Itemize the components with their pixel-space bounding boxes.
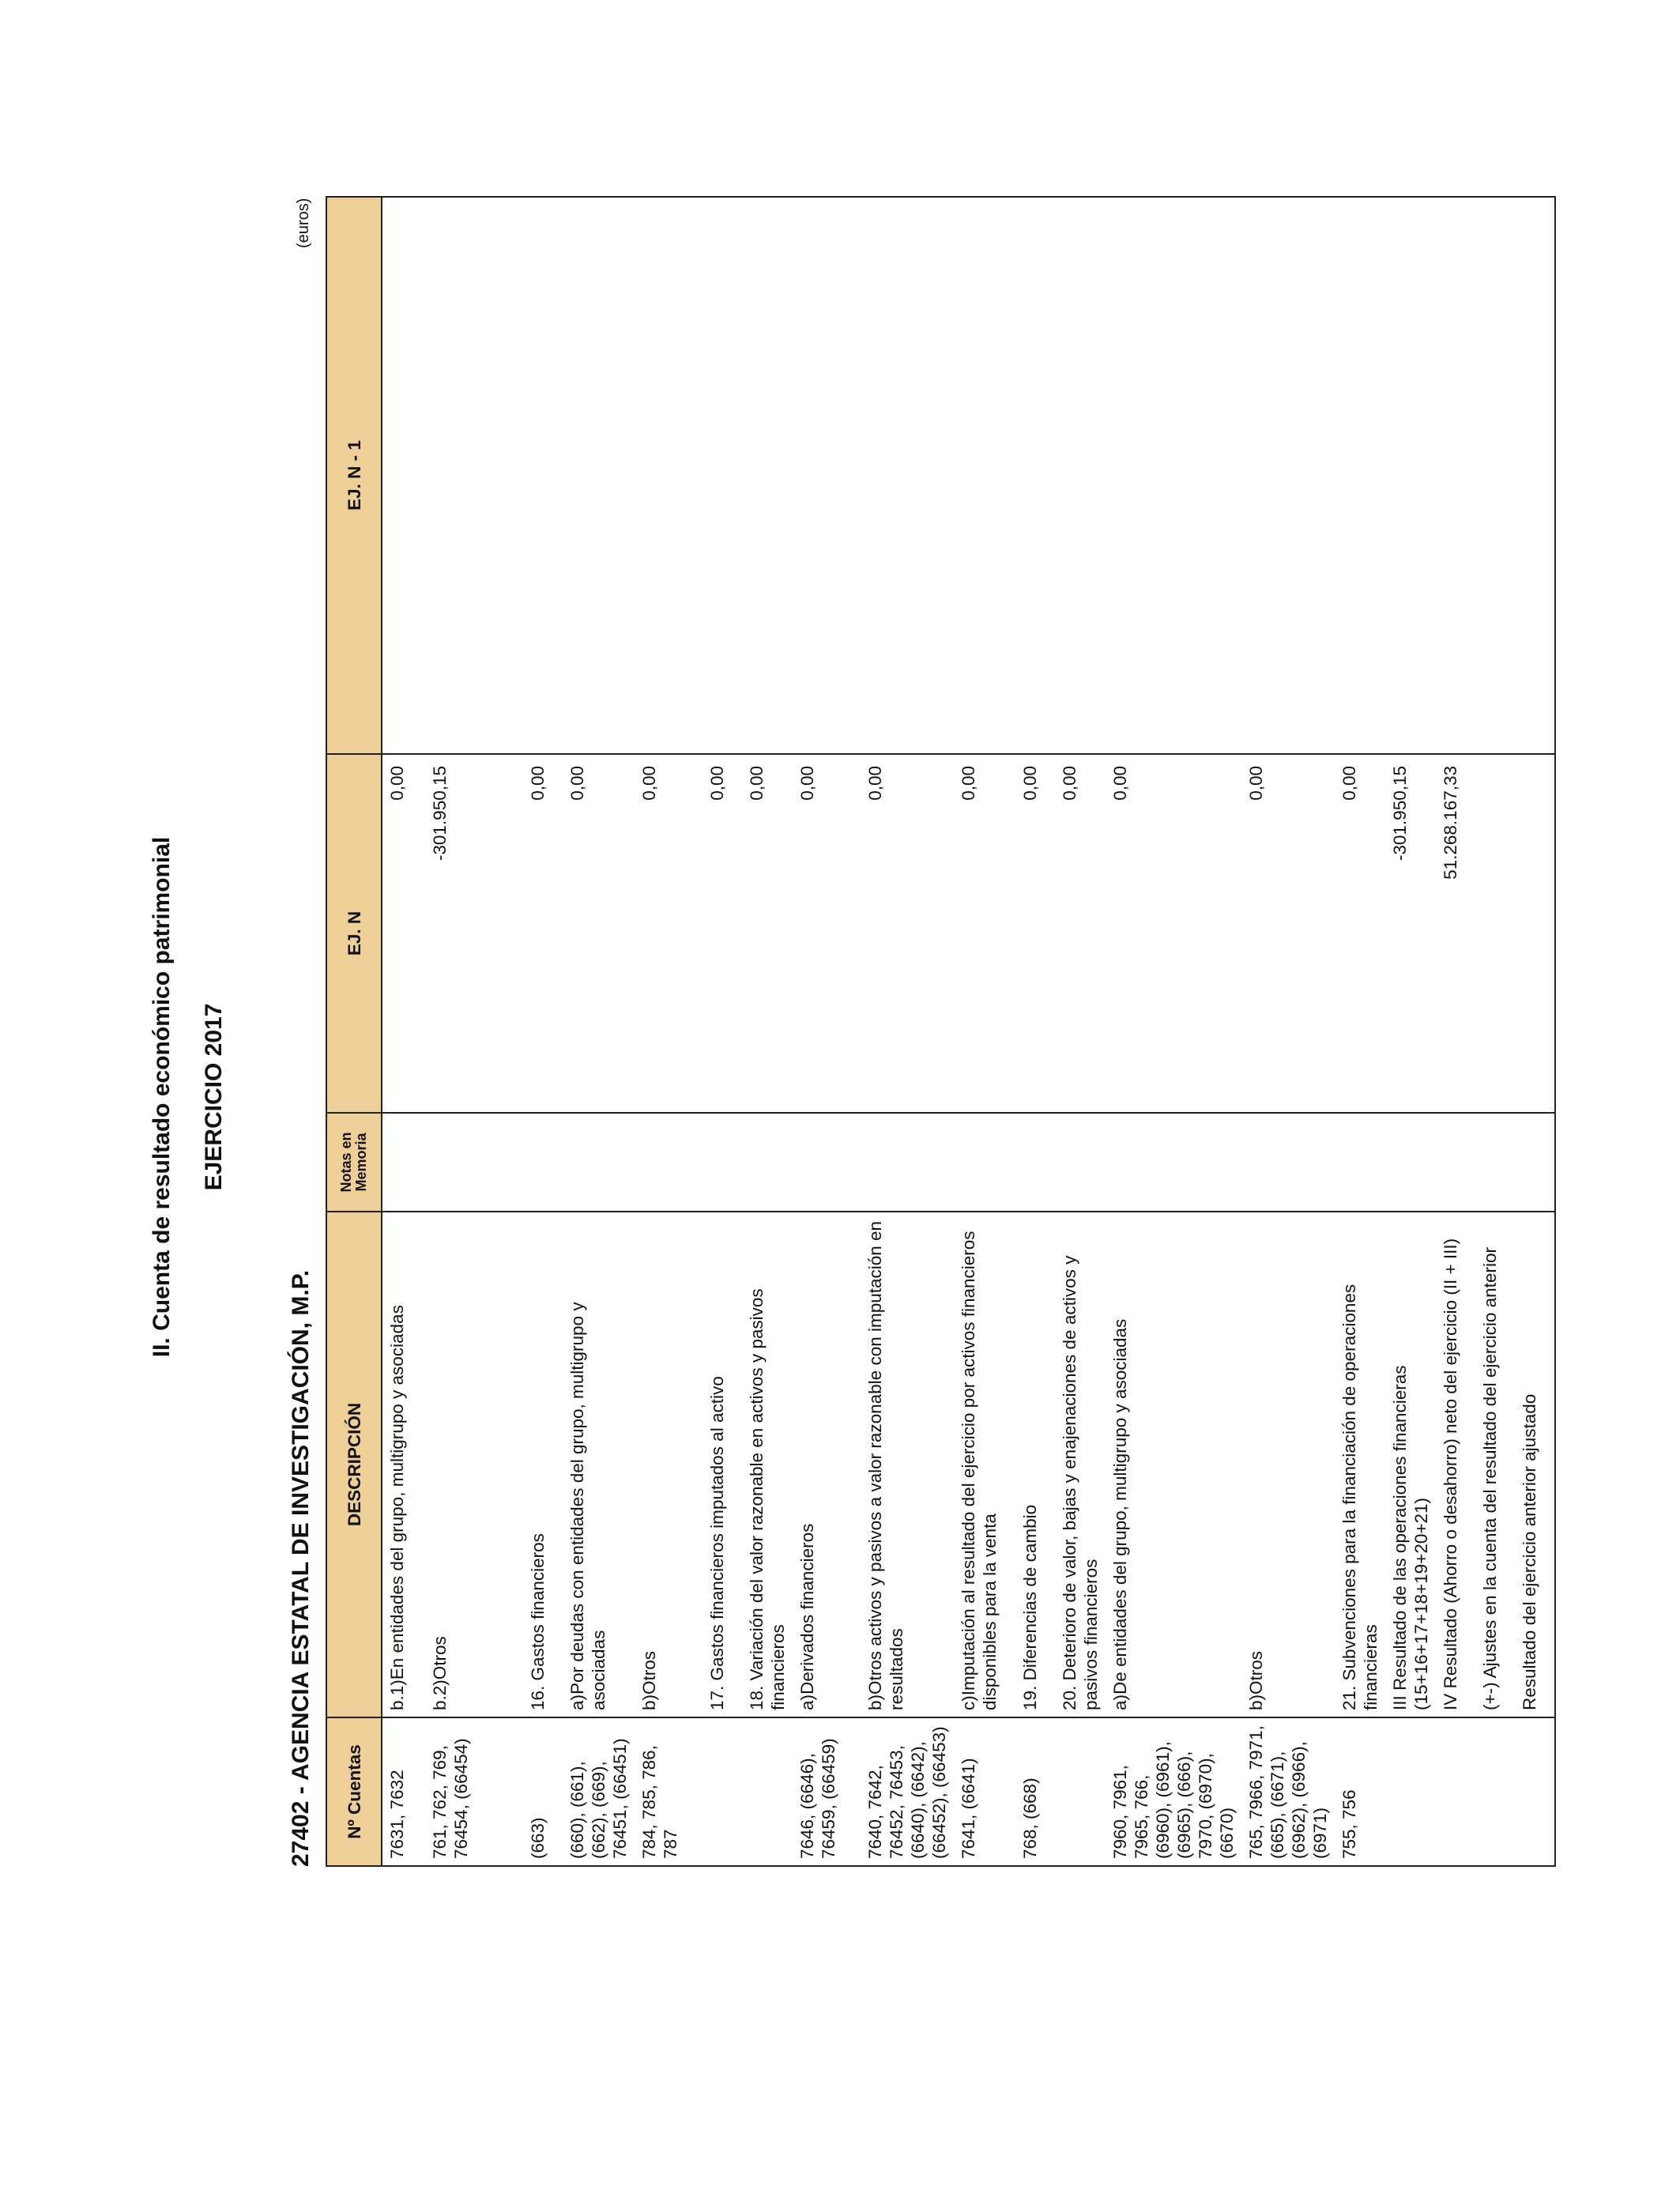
cell-descripcion: 18. Variación del valor razonable en activos y pasivos financieros <box>742 1212 793 1717</box>
cell-notas <box>954 1113 1015 1212</box>
cell-ej-n: 0,00 <box>563 754 635 1113</box>
cell-cuentas <box>1436 1717 1475 1866</box>
table-row <box>523 197 563 1866</box>
table-row <box>1475 197 1515 1866</box>
cell-cuentas: (660), (661), (662), (669), 76451, (66451) <box>563 1717 635 1866</box>
cell-notas <box>861 1113 954 1212</box>
cell-descripcion: 16. Gastos financieros <box>523 1212 563 1717</box>
table-row <box>1055 197 1106 1866</box>
cell-notas <box>1385 1113 1436 1212</box>
cell-ej-n: -301.950,15 <box>1385 754 1436 1113</box>
cell-ej-n: 0,00 <box>1015 754 1055 1113</box>
cell-ej-n: 0,00 <box>1106 754 1241 1113</box>
table-row <box>382 197 425 1866</box>
cell-ej-n1 <box>1436 197 1475 754</box>
header-ej-n1: EJ. N - 1 <box>326 197 382 754</box>
cell-notas <box>493 1113 523 1212</box>
cell-ej-n1 <box>1385 197 1436 754</box>
cell-notas <box>563 1113 635 1212</box>
cell-descripcion: a)De entidades del grupo, multigrupo y asociadas <box>1106 1212 1241 1717</box>
cell-cuentas <box>1385 1717 1436 1866</box>
cell-ej-n1 <box>742 197 793 754</box>
cell-cuentas: 768, (668) <box>1015 1717 1055 1866</box>
document-title: II. Cuenta de resultado económico patrimonial <box>149 836 175 1358</box>
cell-descripcion: a)Por deudas con entidades del grupo, multigrupo y asociadas <box>563 1212 635 1717</box>
cell-notas <box>1106 1113 1241 1212</box>
cell-descripcion: a)Derivados financieros <box>793 1212 861 1717</box>
cell-notas <box>1241 1113 1335 1212</box>
cell-cuentas: 784, 785, 786, 787 <box>635 1717 703 1866</box>
cell-ej-n1 <box>861 197 954 754</box>
table-header-row <box>326 197 382 1866</box>
cell-ej-n1 <box>425 197 493 754</box>
cell-ej-n <box>493 754 523 1113</box>
table-row <box>861 197 954 1866</box>
table-row <box>1106 197 1241 1866</box>
cell-cuentas: 7641, (6641) <box>954 1717 1015 1866</box>
cell-descripcion: IV Resultado (Ahorro o desahorro) neto del ejercicio (II + III) <box>1436 1212 1475 1717</box>
cell-ej-n1 <box>563 197 635 754</box>
cell-ej-n1 <box>1515 197 1555 754</box>
table-row <box>1385 197 1436 1866</box>
cell-ej-n1 <box>523 197 563 754</box>
cell-ej-n: 0,00 <box>523 754 563 1113</box>
cell-descripcion: b)Otros <box>635 1212 703 1717</box>
cell-ej-n1 <box>1335 197 1385 754</box>
cell-notas <box>523 1113 563 1212</box>
cell-notas <box>703 1113 742 1212</box>
cell-notas <box>1515 1113 1555 1212</box>
cell-ej-n: 0,00 <box>1055 754 1106 1113</box>
cell-ej-n: 0,00 <box>703 754 742 1113</box>
cell-ej-n1 <box>1241 197 1335 754</box>
cell-descripcion: 20. Deterioro de valor, bajas y enajenaciones de activos y pasivos financieros <box>1055 1212 1106 1717</box>
cell-notas <box>1335 1113 1385 1212</box>
cell-cuentas: 765, 7966, 7971, (665), (6671), (6962), (6966), (6971) <box>1241 1717 1335 1866</box>
header-ej-n: EJ. N <box>326 754 382 1113</box>
cell-ej-n <box>1515 754 1555 1113</box>
cell-ej-n1 <box>793 197 861 754</box>
header-cuentas: Nº Cuentas <box>326 1717 382 1866</box>
cell-cuentas <box>703 1717 742 1866</box>
table-row <box>1015 197 1055 1866</box>
cell-ej-n1 <box>1106 197 1241 754</box>
cell-cuentas <box>1055 1717 1106 1866</box>
cell-ej-n: 0,00 <box>861 754 954 1113</box>
cell-ej-n: 0,00 <box>742 754 793 1113</box>
cell-ej-n1 <box>382 197 425 754</box>
table-row <box>493 197 523 1866</box>
cell-ej-n1 <box>954 197 1015 754</box>
cell-cuentas: 755, 756 <box>1335 1717 1385 1866</box>
cell-descripcion: b)Otros activos y pasivos a valor razonable con imputación en resultados <box>861 1212 954 1717</box>
cell-notas <box>742 1113 793 1212</box>
cell-ej-n: 0,00 <box>1241 754 1335 1113</box>
cell-notas <box>1475 1113 1515 1212</box>
cell-ej-n1 <box>703 197 742 754</box>
cell-ej-n: 0,00 <box>793 754 861 1113</box>
cell-notas <box>1015 1113 1055 1212</box>
cell-notas <box>635 1113 703 1212</box>
cell-cuentas: 7640, 7642, 76452, 76453, (6640), (6642), (66452), (66453) <box>861 1717 954 1866</box>
cell-ej-n1 <box>1055 197 1106 754</box>
table-row <box>1436 197 1475 1866</box>
cell-notas <box>1055 1113 1106 1212</box>
cell-cuentas: 761, 762, 769, 76454, (66454) <box>425 1717 493 1866</box>
cell-descripcion: c)Imputación al resultado del ejercicio por activos financieros disponibles para la venta <box>954 1212 1015 1717</box>
cell-ej-n <box>1475 754 1515 1113</box>
cell-ej-n: 51.268.167,33 <box>1436 754 1475 1113</box>
cell-cuentas <box>1515 1717 1555 1866</box>
cell-cuentas: 7631, 7632 <box>382 1717 425 1866</box>
table-row <box>1241 197 1335 1866</box>
cell-ej-n1 <box>1475 197 1515 754</box>
cell-ej-n: 0,00 <box>1335 754 1385 1113</box>
cell-notas <box>425 1113 493 1212</box>
cell-ej-n: 0,00 <box>635 754 703 1113</box>
cell-ej-n1 <box>493 197 523 754</box>
cell-descripcion: III Resultado de las operaciones financieras (15+16+17+18+19+20+21) <box>1385 1212 1436 1717</box>
header-descripcion: DESCRIPCIÓN <box>326 1212 382 1717</box>
cell-descripcion: (+-) Ajustes en la cuenta del resultado del ejercicio anterior <box>1475 1212 1515 1717</box>
cell-cuentas <box>742 1717 793 1866</box>
table-row <box>703 197 742 1866</box>
results-table <box>326 196 1556 1867</box>
table-row <box>425 197 493 1866</box>
entity-name: 27402 - AGENCIA ESTATAL DE INVESTIGACIÓN, M.P. <box>288 1269 314 1867</box>
cell-cuentas <box>1475 1717 1515 1866</box>
table-row <box>1515 197 1555 1866</box>
cell-descripcion <box>493 1212 523 1717</box>
cell-cuentas: 7646, (6646), 76459, (66459) <box>793 1717 861 1866</box>
table-row <box>742 197 793 1866</box>
table-row <box>1335 197 1385 1866</box>
units-label: (euros) <box>295 198 312 248</box>
cell-cuentas: 7960, 7961, 7965, 766, (6960), (6961), (6965), (666), 7970, (6970), (6670) <box>1106 1717 1241 1866</box>
cell-descripcion: 21. Subvenciones para la financiación de operaciones financieras <box>1335 1212 1385 1717</box>
header-notas: Notas en Memoria <box>326 1113 382 1212</box>
cell-ej-n1 <box>635 197 703 754</box>
cell-notas <box>793 1113 861 1212</box>
cell-ej-n1 <box>1015 197 1055 754</box>
table-row <box>793 197 861 1866</box>
table-row <box>635 197 703 1866</box>
cell-notas <box>382 1113 425 1212</box>
cell-ej-n: 0,00 <box>382 754 425 1113</box>
cell-notas <box>1436 1113 1475 1212</box>
cell-cuentas <box>493 1717 523 1866</box>
cell-descripcion: b.1)En entidades del grupo, multigrupo y asociadas <box>382 1212 425 1717</box>
cell-cuentas: (663) <box>523 1717 563 1866</box>
document-subtitle: EJERCICIO 2017 <box>201 1003 227 1191</box>
table-row <box>954 197 1015 1866</box>
table-row <box>563 197 635 1866</box>
cell-descripcion: 19. Diferencias de cambio <box>1015 1212 1055 1717</box>
cell-ej-n: 0,00 <box>954 754 1015 1113</box>
cell-descripcion: Resultado del ejercicio anterior ajustado <box>1515 1212 1555 1717</box>
cell-ej-n: -301.950,15 <box>425 754 493 1113</box>
cell-descripcion: 17. Gastos financieros imputados al activo <box>703 1212 742 1717</box>
cell-descripcion: b.2)Otros <box>425 1212 493 1717</box>
cell-descripcion: b)Otros <box>1241 1212 1335 1717</box>
